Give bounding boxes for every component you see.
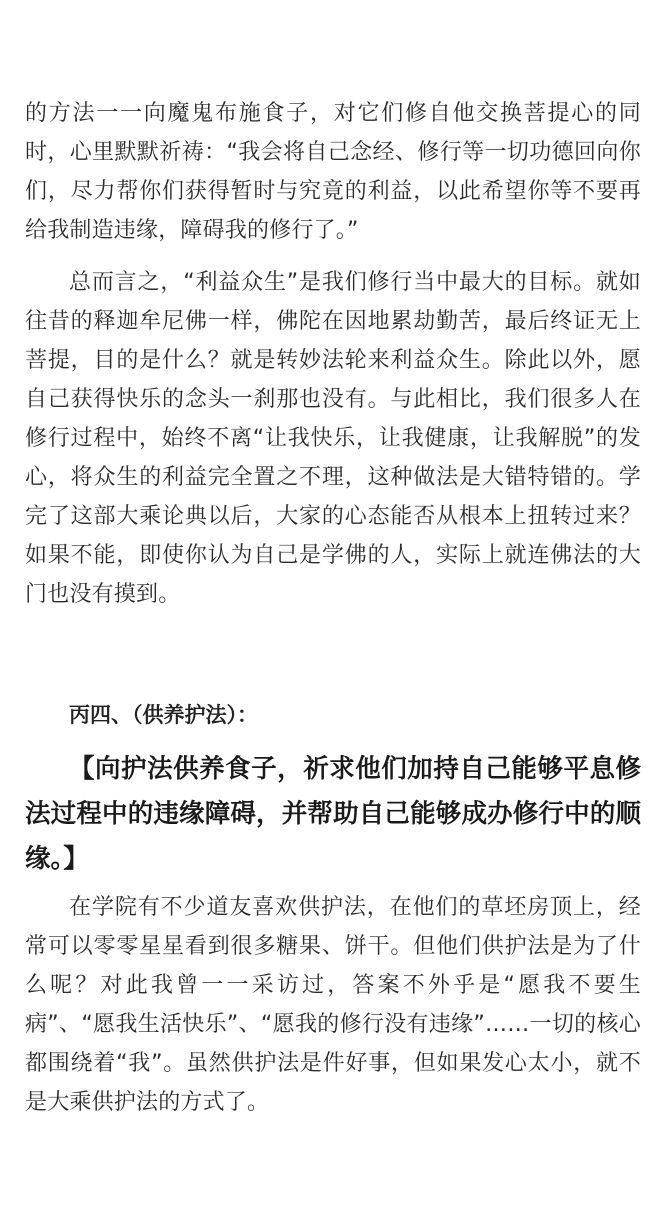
body-paragraph-1: 的方法一一向魔鬼布施食子，对它们修自他交换菩提心的同时，心里默默祈祷：“我会将自己念经、修行等一切功德回向你们，尽力帮你们获得暂时与究竟的利益，以此希望你等不要再给我制造违缘，障碍我的修行了。”	[25, 101, 641, 243]
root-text-quote: 【向护法供养食子，祈求他们加持自己能够平息修法过程中的违缘障碍，并帮助自己能够成办修行中的顺缘。】	[25, 754, 641, 874]
section-heading: 丙四、（供养护法）：	[69, 703, 258, 727]
body-paragraph-3: 在学院有不少道友喜欢供护法，在他们的草坯房顶上，经常可以零零星星看到很多糖果、饼干。但他们供护法是为了什么呢？对此我曾一一采访过，答案不外乎是“愿我不要生病”、“愿我生活快乐”、“愿我的修行没有违缘”……一切的核心都围绕着“我”。虽然供护法是件好事，但如果发心太小，就不是大乘供护法的方式了。	[25, 895, 641, 1115]
document-page	[25, 94, 641, 1122]
body-paragraph-2: 总而言之，“利益众生”是我们修行当中最大的目标。就如往昔的释迦牟尼佛一样，佛陀在因地累劫勤苦，最后终证无上菩提，目的是什么？就是转妙法轮来利益众生。除此以外，愿自己获得快乐的念头一刹那也没有。与此相比，我们很多人在修行过程中，始终不离“让我快乐，让我健康，让我解脱”的发心，将众生的利益完全置之不理，这种做法是大错特错的。学完了这部大乘论典以后，大家的心态能否从根本上扭转过来？如果不能，即使你认为自己是学佛的人，实际上就连佛法的大门也没有摸到。	[25, 270, 641, 607]
